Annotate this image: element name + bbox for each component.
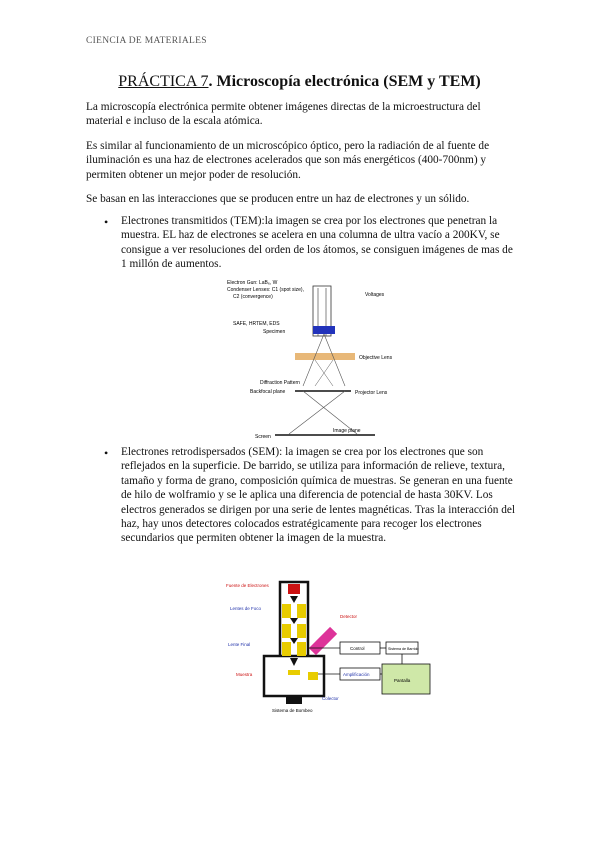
sem-label-barrido: Sistema de Barrido: [388, 647, 419, 651]
tem-label-safe: SAFE, HRTEM, EDS: [233, 321, 280, 327]
tem-label-gun: Electron Gun: LaB₆, W: [227, 280, 278, 286]
tem-label-projector: Projector Lens: [355, 390, 388, 396]
bullet-tem-text: Electrones transmitidos (TEM):la imagen se crea por los electrones que penetran la muestra. EL haz de electrones se acelera en una columna de ultra vacío a 200KV, se consigue a ver resoluciones del orden de los átomos, se consiguen imágenes de mas de 1 millón de aumentos.: [121, 215, 513, 271]
bullet-sem-text: Electrones retrodispersados (SEM): la imagen se crea por los electrones que son reflejados en la superficie. De barrido, se utiliza para información de relieve, textura, tamaño y forma de grano, composición química de muestras. Se generan en una fuente de hilo de wolframio y se le aplica una diferencia de potencial de hasta 30KV. Los electros generados se dirigen por una serie de lentes magnéticas. Tras la interacción del haz, hay unos detectores colocados estratégicamente para recoger los electrones secundarios que permiten obtener la imagen de la muestra.: [121, 446, 515, 545]
tem-label-backfocal: Backfocal plane: [250, 389, 286, 395]
paragraph-similar: Es similar al funcionamiento de un microscópico óptico, pero la radiación de al fuente de iluminación es una haz de electrones acelerados que son más energéticos (400-700nm) y permiten obtener un mejor poder de resolución.: [86, 140, 490, 181]
page-title: [0, 73, 599, 91]
paragraph-interactions: Se basan en las interacciones que se producen entre un haz de electrones y un sólido.: [86, 193, 470, 205]
tem-label-condenser2: C2 (convergence): [233, 294, 273, 300]
tem-label-objective: Objective Lens: [359, 355, 393, 361]
tem-objective-lens: [295, 353, 355, 360]
sem-lens-6: [297, 642, 306, 656]
paragraph-intro: La microscopía electrónica permite obtener imágenes directas de la microestructura del material e incluso de la escala atómica.: [86, 101, 481, 128]
sem-label-fuente-text: Fuente de Electrones: [226, 583, 269, 588]
sem-lens-1: [282, 604, 291, 618]
sem-label-muestra: Muestra: [236, 672, 253, 677]
sem-lens-4: [297, 624, 306, 638]
sem-label-detector: Detector: [340, 614, 358, 619]
sem-sample: [288, 670, 300, 675]
tem-label-diffraction: Diffraction Pattern: [260, 380, 300, 386]
title-prefix: PRÁCTICA 7: [118, 73, 209, 90]
tem-label-condenser1: Condenser Lenses: C1 (spot size),: [227, 287, 304, 293]
sem-label-colector: Colector: [322, 696, 339, 701]
sem-label-sistema-bombeo: Sistema de Bombeo: [272, 708, 313, 713]
tem-label-voltage: Voltages: [365, 292, 385, 298]
tem-specimen: [313, 326, 335, 334]
sem-collector: [308, 672, 318, 680]
sem-label-lente-final: Lente Final: [228, 642, 251, 647]
bullet-dot: •: [104, 446, 109, 460]
tem-label-specimen: Specimen: [263, 329, 286, 335]
sem-lens-5: [282, 642, 291, 656]
sem-diagram: [222, 578, 437, 718]
sem-label-fuente: [226, 583, 270, 588]
sem-label-control: Control: [350, 646, 365, 651]
sem-lens-2: [297, 604, 306, 618]
sem-label-pantalla: Pantalla: [394, 678, 411, 683]
tem-diagram: [225, 276, 405, 441]
sem-label-amplificacion: Amplificación: [343, 672, 370, 677]
sem-detector: [309, 627, 337, 655]
sem-pump: [286, 696, 302, 704]
sem-lens-3: [282, 624, 291, 638]
tem-label-image-plane: Image plane: [333, 428, 361, 434]
tem-label-screen: Screen: [255, 434, 271, 440]
sem-gun: [288, 584, 300, 594]
bullet-dot: •: [104, 215, 109, 229]
sem-label-lentes: Lentes de Foco: [230, 606, 262, 611]
title-rest: . Microscopía electrónica (SEM y TEM): [208, 73, 481, 90]
running-header: CIENCIA DE MATERIALES: [86, 36, 207, 46]
